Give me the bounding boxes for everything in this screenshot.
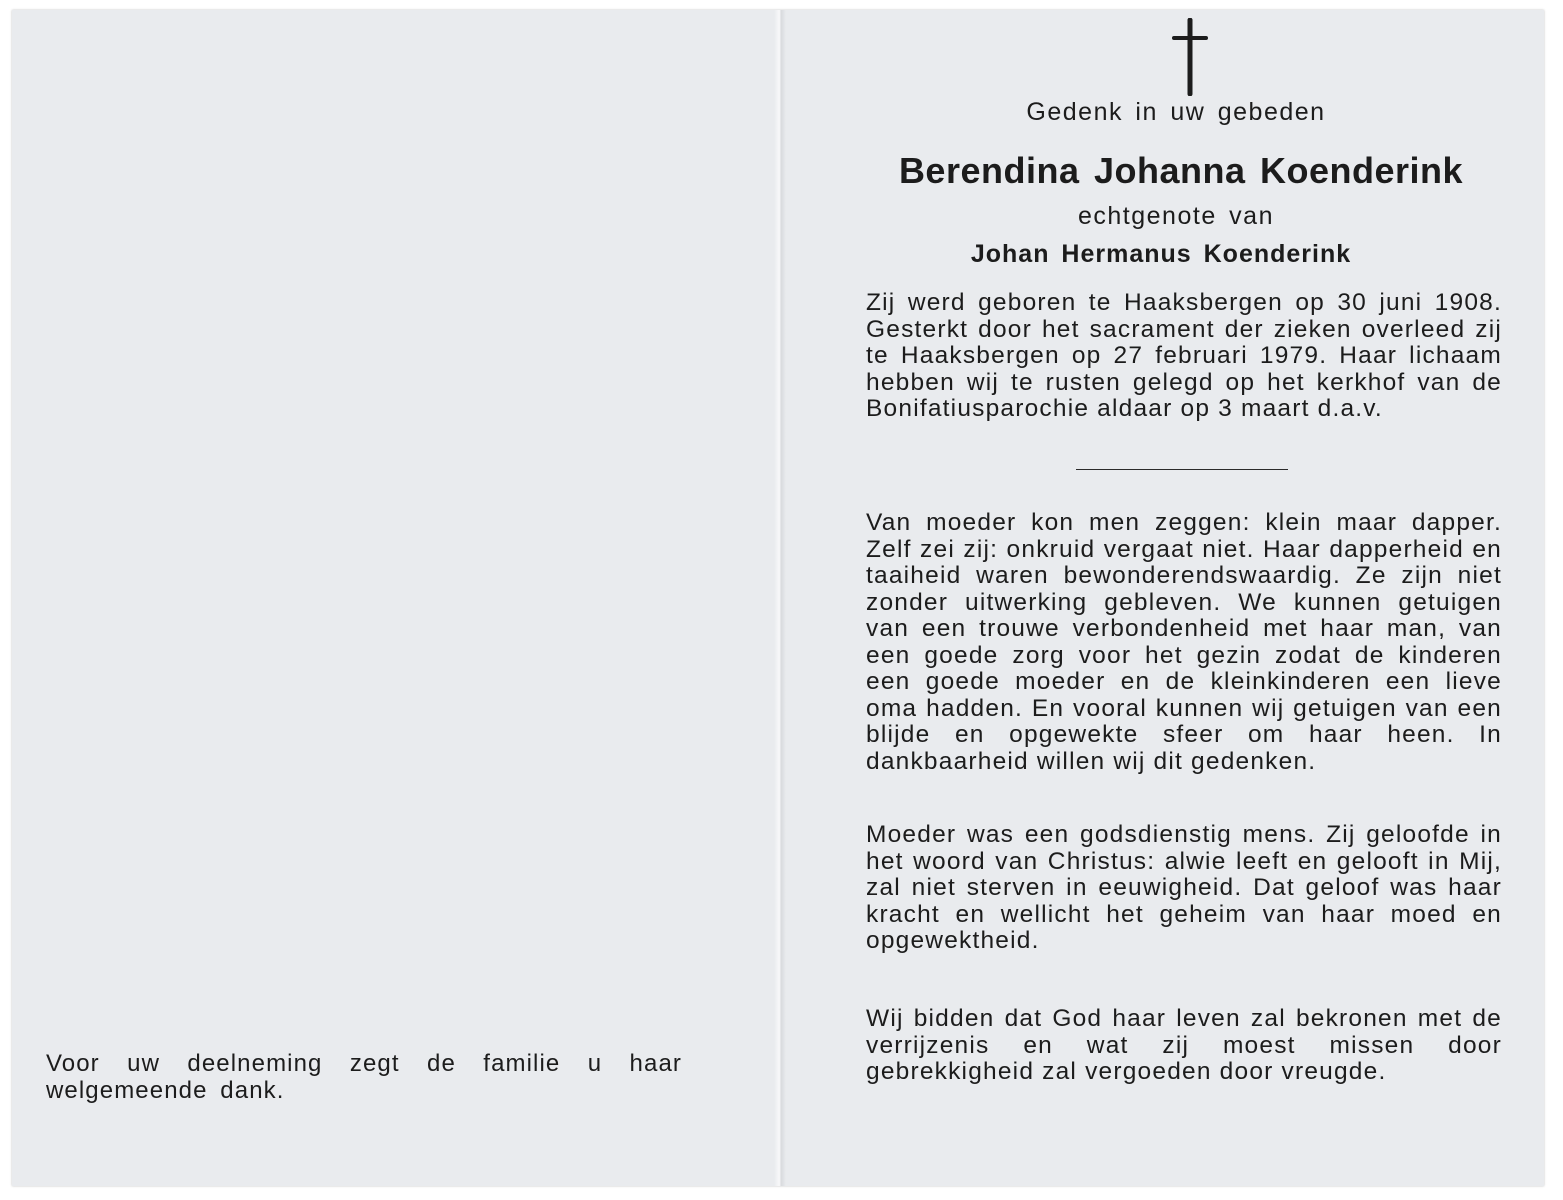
cross-icon xyxy=(1172,18,1208,96)
right-page xyxy=(786,10,1544,1186)
prayer-paragraph: Wij bidden dat God haar leven zal bekronen met de verrijzenis en wat zij moest missen door gebrekkigheid zal vergoeden door vreugde. xyxy=(866,1005,1502,1085)
prayer-line: Gedenk in uw gebeden xyxy=(1026,98,1326,126)
spouse-intro: echtgenote van xyxy=(1078,202,1274,230)
deceased-name: Berendina Johanna Koenderink xyxy=(898,150,1464,191)
tribute-paragraph: Van moeder kon men zeggen: klein maar dapper. Zelf zei zij: onkruid vergaat niet. Haar dapperheid en taaiheid waren bewonderendswaardig. Ze zijn niet zonder uitwerking gebleven. We kunnen getuigen van een trouwe verbondenheid met haar man, van een goede zorg voor het gezin zodat de kinderen een goede moeder en de kleinkinderen een lieve oma hadden. En vooral kunnen wij getuigen van een blijde en opgewekte sfeer om haar heen. In dankbaarheid willen wij dit gedenken. xyxy=(866,509,1502,775)
spouse-name: Johan Hermanus Koenderink xyxy=(970,240,1352,268)
faith-paragraph: Moeder was een godsdienstig mens. Zij geloofde in het woord van Christus: alwie leeft en gelooft in Mij, zal niet sterven in eeuwigheid. Dat geloof was haar kracht en wellicht het geheim van haar moed en opgewektheid. xyxy=(866,821,1502,954)
divider-line xyxy=(1076,469,1288,470)
biography-paragraph: Zij werd geboren te Haaksbergen op 30 juni 1908. Gesterkt door het sacrament der zieken overleed zij te Haaksbergen op 27 februari 1979. Haar lichaam hebben wij te rusten gelegd op het kerkhof van de Bonifatiusparochie aldaar op 3 maart d.a.v. xyxy=(866,289,1502,422)
thanks-note: Voor uw deelneming zegt de familie u haar welgemeende dank. xyxy=(46,1050,682,1104)
left-page xyxy=(12,10,774,1186)
memorial-card xyxy=(12,10,1544,1186)
card-fold xyxy=(774,10,786,1186)
